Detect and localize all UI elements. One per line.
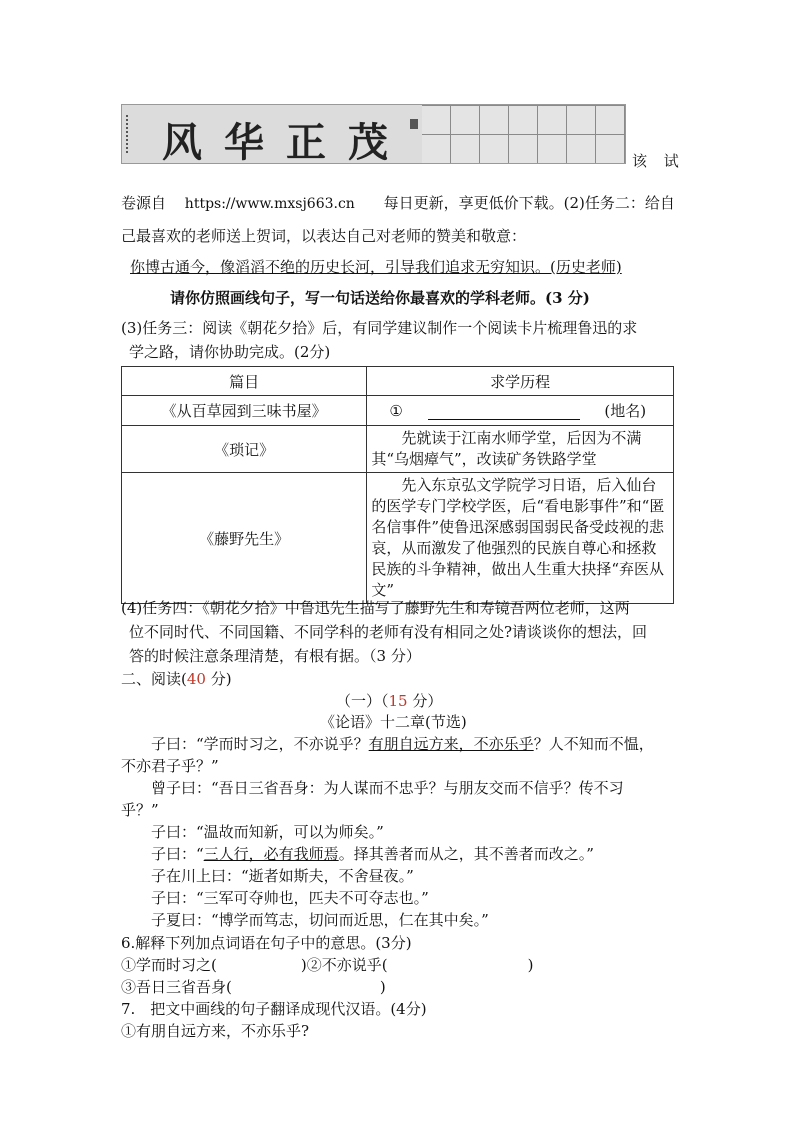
analects-line: 曾子曰：“吾日三省吾身：为人谋而不忠乎？与朋友交而不信乎？传不习 (151, 779, 624, 797)
section2-suffix: 分) (205, 670, 232, 688)
source-url[interactable]: https://www.mxsj663.cn (184, 196, 355, 212)
q6-title: 6.解释下列加点词语在句子中的意思。(3分) (121, 934, 412, 952)
analects-line: 子曰：“温故而知新，可以为师矣。” (151, 823, 384, 841)
table-row (122, 426, 674, 473)
task3-line2: 学之路，请你协助完成。(2分) (129, 343, 331, 361)
instruction-line: 请你仿照画线句子，写一句话送给你最喜欢的学科老师。(3 分) (170, 289, 590, 307)
reading-card-table (121, 366, 674, 604)
section2-heading (121, 668, 232, 689)
banner-inscription (126, 115, 136, 153)
table-header: 求学历程 (367, 367, 674, 396)
answer-blank[interactable] (428, 405, 580, 420)
analects-line: 子曰：“三军可夺帅也，匹夫不可夺志也。” (151, 889, 429, 907)
part1-heading (336, 690, 442, 711)
table-row (122, 396, 674, 426)
part1-score: 15 (388, 692, 408, 710)
q6-line1 (121, 954, 533, 975)
analects-text: 子曰：“ (151, 845, 204, 863)
table-cell-title: 《琐记》 (122, 426, 367, 473)
calligraphy-banner (121, 104, 626, 164)
analects-line: 子在川上曰：“逝者如斯夫，不舍昼夜。” (151, 867, 414, 885)
q6-item: )②不亦说乎( (300, 956, 388, 974)
table-cell-content (367, 473, 674, 604)
banner-grid (422, 105, 625, 163)
reading-title: 《论语》十二章(节选) (320, 713, 467, 731)
cell-text: 先就读于江南水师学堂，后因为不满其“乌烟瘴气”，改读矿务铁路学堂 (371, 429, 642, 468)
section2-prefix: 二、阅读( (121, 670, 187, 688)
table-cell-answer (367, 396, 674, 426)
part1-prefix: （一）（ (336, 692, 389, 710)
q7-item1: ①有朋自远方来，不亦乐乎? (121, 1022, 310, 1040)
analects-text: 。择其善者而从之，其不善者而改之。” (338, 845, 594, 863)
q6-item: ) (379, 978, 386, 996)
source-suffix: 每日更新，享更低价下载。(2)任务二：给自 (383, 194, 675, 212)
q6-item: ①学而时习之( (121, 956, 217, 974)
table-header-row (122, 367, 674, 396)
source-line (121, 192, 675, 213)
table-cell-title: 《藤野先生》 (122, 473, 367, 604)
section2-score: 40 (186, 670, 206, 688)
part1-suffix: 分） (407, 692, 443, 710)
header-tail: 该 试 (632, 152, 685, 170)
cell-text: 先入东京弘文学院学习日语，后入仙台的医学专门学校学医，后“看电影事件”和“匿名信事件”使鲁迅深感弱国弱民备受歧视的悲哀，从而激发了他强烈的民族自尊心和拯救民族的斗争精神，做出人生重大抉择“弃医从文” (371, 476, 665, 599)
table-header: 篇目 (122, 367, 367, 396)
analects-text: 子曰：“学而时习之，不亦说乎？ (151, 735, 369, 753)
analects-text: ？人不知而不愠， (533, 735, 654, 753)
answer-note: (地名) (604, 402, 647, 420)
task3-line1: (3)任务三：阅读《朝花夕拾》后，有同学建议制作一个阅读卡片梳理鲁迅的求 (121, 319, 638, 337)
table-cell-content (367, 426, 674, 473)
task2-line: 己最喜欢的老师送上贺词，以表达自己对老师的赞美和敬意： (121, 227, 527, 245)
analects-line (151, 733, 654, 754)
analects-underlined: 三人行，必有我师焉 (203, 845, 339, 863)
banner-seal (410, 119, 418, 129)
analects-line: 不亦君子乎？” (121, 757, 219, 775)
analects-line (151, 843, 594, 864)
table-cell-title: 《从百草园到三味书屋》 (122, 396, 367, 426)
source-prefix: 卷源自 (121, 194, 167, 212)
banner-calligraphy: 风华正茂 (162, 119, 410, 164)
q6-item: ) (527, 956, 534, 974)
analects-line: 乎？” (121, 801, 159, 819)
analects-line: 子夏曰：“博学而笃志，切问而近思，仁在其中矣。” (151, 911, 489, 929)
task4-line3: 答的时候注意条理清楚，有根有据。（3 分） (129, 647, 421, 665)
task4-line1: (4)任务四：《朝花夕拾》中鲁迅先生描写了藤野先生和寿镜吾两位老师，这两 (121, 599, 630, 617)
q7-title: 7. 把文中画线的句子翻译成现代汉语。(4分) (121, 1000, 427, 1018)
answer-marker: ① (389, 402, 403, 420)
task4-line2: 位不同时代、不同国籍、不同学科的老师有没有相同之处?请谈谈你的想法，回 (129, 623, 648, 641)
analects-underlined: 有朋自远方来，不亦乐乎 (368, 735, 534, 753)
q6-item: ③吾日三省吾身( (121, 978, 232, 996)
example-sentence: 你博古通今，像滔滔不绝的历史长河，引导我们追求无穷知识。(历史老师) (130, 258, 622, 276)
q6-line2 (121, 976, 386, 997)
table-row (122, 473, 674, 604)
